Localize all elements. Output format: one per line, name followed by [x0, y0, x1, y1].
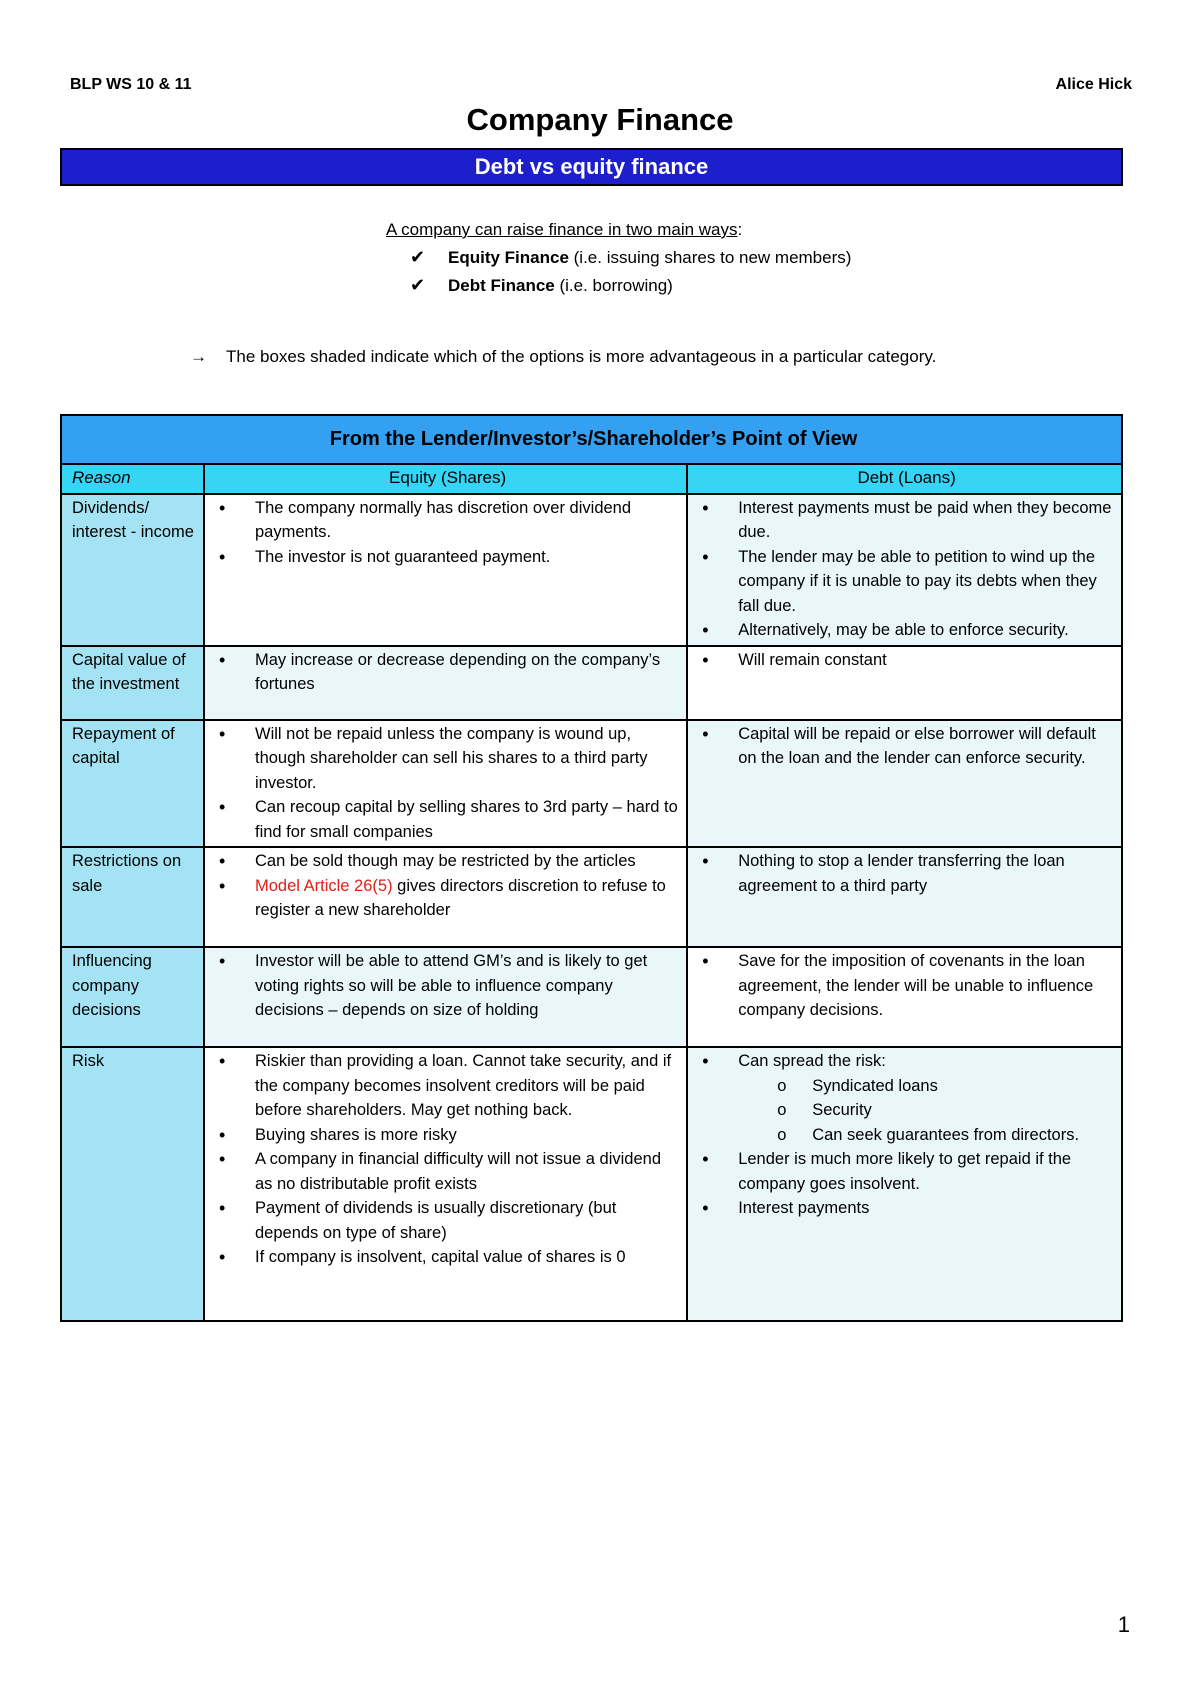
- header-author: Alice Hick: [1055, 76, 1132, 93]
- bullet-item: • Can recoup capital by selling shares to 3rd party – hard to find for small companies: [255, 795, 680, 844]
- header-left: BLP WS 10 & 11: [70, 76, 192, 93]
- intro-lead: [386, 220, 742, 240]
- bullet-item: • Payment of dividends is usually discretionary (but depends on type of share): [255, 1196, 680, 1245]
- model-article-reference: Model Article 26(5): [255, 876, 393, 895]
- column-header-debt: Debt (Loans): [687, 464, 1122, 494]
- bullet-item: [255, 874, 680, 923]
- column-header-equity: Equity (Shares): [204, 464, 687, 494]
- checkmark-icon: ✔: [410, 275, 426, 295]
- table-row: [61, 847, 1122, 947]
- intro-item-debt: [410, 275, 851, 296]
- column-header-reason: Reason: [61, 464, 204, 494]
- table-row: [61, 494, 1122, 646]
- shading-note-text: The boxes shaded indicate which of the options is more advantageous in a particular category.: [226, 347, 937, 366]
- bullet-item: • The lender may be able to petition to wind up the company if it is unable to pay its debts when they fall due.: [738, 545, 1115, 619]
- row-reason: Dividends/ interest - income: [61, 494, 204, 646]
- equity-cell: [204, 720, 687, 848]
- equity-cell: [204, 947, 687, 1047]
- debt-cell: [687, 947, 1122, 1047]
- section-heading-bar: Debt vs equity finance: [60, 148, 1123, 186]
- bullet-item: • Investor will be able to attend GM’s and is likely to get voting rights so will be able to influence company decisions – depends on size of holding: [255, 949, 680, 1023]
- bullet-item: • Buying shares is more risky: [255, 1123, 680, 1148]
- checkmark-icon: ✔: [410, 247, 426, 267]
- page-number: 1: [1117, 1612, 1130, 1637]
- sub-bullet-item: o Security: [812, 1098, 1115, 1123]
- table-row: [61, 646, 1122, 720]
- intro-item-bold: Debt Finance: [448, 276, 555, 295]
- intro-list: [410, 247, 851, 303]
- bullet-item: • Save for the imposition of covenants in the loan agreement, the lender will be unable to influence company decisions.: [738, 949, 1115, 1023]
- bullet-item: • Can be sold though may be restricted by the articles: [255, 849, 680, 874]
- intro-lead-colon: :: [737, 220, 743, 239]
- equity-cell: [204, 494, 687, 646]
- bullet-item: • Will not be repaid unless the company is wound up, though shareholder can sell his shares to a third party investor.: [255, 722, 680, 796]
- bullet-item: • Interest payments: [738, 1196, 1115, 1221]
- row-reason: Influencing company decisions: [61, 947, 204, 1047]
- bullet-item: • Nothing to stop a lender transferring the loan agreement to a third party: [738, 849, 1115, 898]
- bullet-item: • Riskier than providing a loan. Cannot take security, and if the company becomes insolvent creditors will be paid before shareholders. May get nothing back.: [255, 1049, 680, 1123]
- bullet-item: • Capital will be repaid or else borrower will default on the loan and the lender can enforce security.: [738, 722, 1115, 771]
- table-row: [61, 720, 1122, 848]
- equity-cell: [204, 1047, 687, 1321]
- intro-item-rest: (i.e. borrowing): [554, 276, 673, 295]
- bullet-item: • Will remain constant: [738, 648, 1115, 673]
- bullet-item: • The investor is not guaranteed payment.: [255, 545, 680, 570]
- page-title: Company Finance: [466, 102, 734, 137]
- table-row: [61, 1047, 1122, 1321]
- sub-bullet-item: o Syndicated loans: [812, 1074, 1115, 1099]
- equity-cell: [204, 847, 687, 947]
- equity-cell: [204, 646, 687, 720]
- row-reason: Capital value of the investment: [61, 646, 204, 720]
- bullet-item: [738, 1049, 1115, 1147]
- row-reason: Restrictions on sale: [61, 847, 204, 947]
- bullet-item: • If company is insolvent, capital value of shares is 0: [255, 1245, 680, 1270]
- debt-cell: [687, 847, 1122, 947]
- debt-cell: [687, 720, 1122, 848]
- arrow-right-icon: →: [190, 347, 207, 366]
- bullet-item: • Alternatively, may be able to enforce security.: [738, 618, 1115, 643]
- bullet-item: • The company normally has discretion over dividend payments.: [255, 496, 680, 545]
- intro-item-rest: (i.e. issuing shares to new members): [568, 248, 852, 267]
- table-row: [61, 947, 1122, 1047]
- bullet-item-lead: Can spread the risk:: [738, 1052, 886, 1070]
- intro-item-equity: [410, 247, 851, 268]
- bullet-item: • May increase or decrease depending on the company’s fortunes: [255, 648, 680, 697]
- intro-lead-text: A company can raise finance in two main ways: [386, 220, 738, 239]
- comparison-table: [60, 414, 1123, 1322]
- intro-item-bold: Equity Finance: [448, 248, 569, 267]
- sub-bullet-item: o Can seek guarantees from directors.: [812, 1123, 1115, 1148]
- debt-cell: [687, 1047, 1122, 1321]
- bullet-item: • Lender is much more likely to get repaid if the company goes insolvent.: [738, 1147, 1115, 1196]
- table-title: From the Lender/Investor’s/Shareholder’s Point of View: [61, 415, 1122, 464]
- bullet-item-rest: gives directors discretion to refuse to register a new shareholder: [255, 876, 666, 919]
- row-reason: Repayment of capital: [61, 720, 204, 848]
- bullet-item: • Interest payments must be paid when they become due.: [738, 496, 1115, 545]
- debt-cell: [687, 494, 1122, 646]
- bullet-item: • A company in financial difficulty will not issue a dividend as no distributable profit exists: [255, 1147, 680, 1196]
- row-reason: Risk: [61, 1047, 204, 1321]
- shading-note: [190, 347, 936, 367]
- debt-cell: [687, 646, 1122, 720]
